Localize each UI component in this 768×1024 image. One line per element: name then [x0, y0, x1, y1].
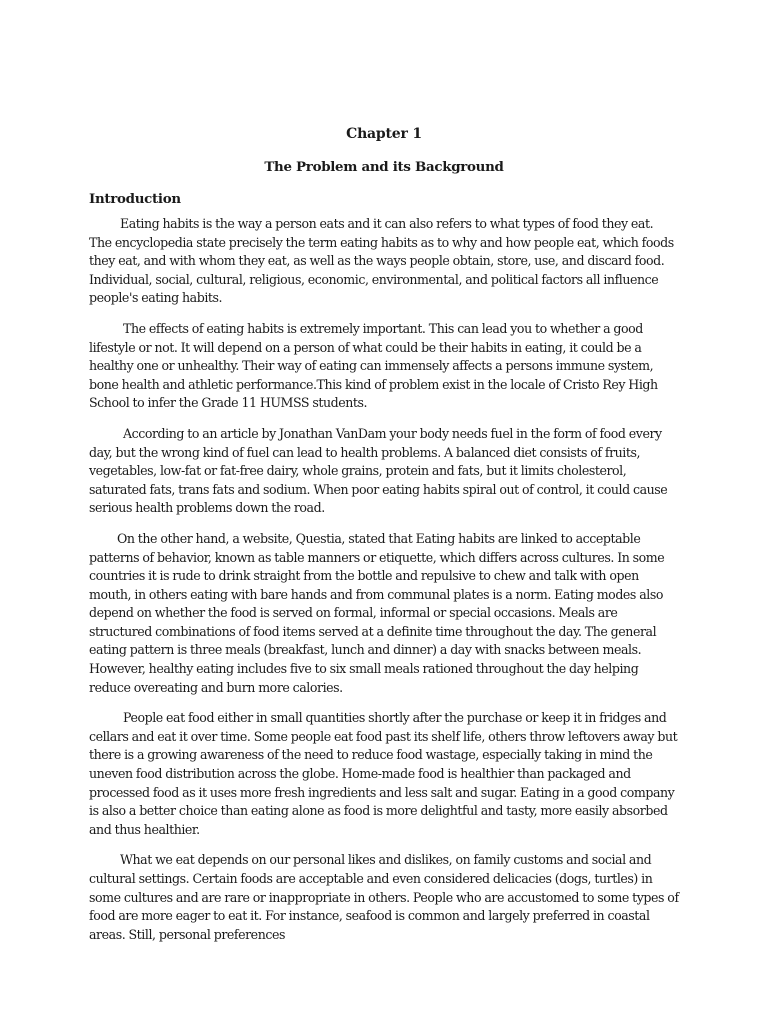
- chapter-heading: Chapter 1: [346, 126, 422, 142]
- paragraph-4: On the other hand, a website, Questia, stated that Eating habits are linked to acceptable patterns of behavior, known as table manners or etiquette, which differs across cultures. In some countries it is rude to drink straight from the bottle and repulsive to chew and talk with open mouth, in others eating with bare hands and from communal plates is a norm. Eating modes also depend on whether the food is served on formal, informal or special occasions. Meals are structured combinations of food items served at a definite time throughout the day. The general eating pattern is three meals (breakfast, lunch and dinner) a day with snacks between meals. However, healthy eating includes five to six small meals rationed throughout the day helping reduce overeating and burn more calories.: [89, 530, 665, 695]
- paragraph-2: The effects of eating habits is extremely important. This can lead you to whether a good lifestyle or not. It will depend on a person of what could be their habits in eating, it could be a healthy one or unhealthy. Their way of eating can immensely affects a persons immune system, bone health and athletic performance.This kind of problem exist in the locale of Cristo Rey High School to infer the Grade 11 HUMSS students.: [89, 320, 658, 411]
- paragraph-3: According to an article by Jonathan VanDam your body needs fuel in the form of food every day, but the wrong kind of fuel can lead to health problems. A balanced diet consists of fruits, vegetables, low-fat or fat-free dairy, whole grains, protein and fats, but it limits cholesterol, saturated fats, trans fats and sodium. When poor eating habits spiral out of control, it could cause serious health problems down the road.: [89, 425, 668, 516]
- paragraph-6: What we eat depends on our personal likes and dislikes, on family customs and social and cultural settings. Certain foods are acceptable and even considered delicacies (dogs, turtles) in some cultures and are rare or inappropriate in others. People who are accustomed to some types of food are more eager to eat it. For instance, seafood is common and largely preferred in coastal areas. Still, personal preferences: [89, 852, 679, 942]
- paragraph-5: People eat food either in small quantities shortly after the purchase or keep it in fridges and cellars and eat it over time. Some people eat food past its shelf life, others throw leftovers away but there is a growing awareness of the need to reduce food wastage, especially taking in mind the uneven food distribution across the globe. Home-made food is healthier than packaged and processed food as it uses more fresh ingredients and less salt and sugar. Eating in a good company is also a better choice than eating alone as food is more delightful and tasty, more easily absorbed and thus healthier.: [89, 710, 678, 837]
- chapter-title: The Problem and its Background: [264, 159, 504, 175]
- document-body: [89, 124, 679, 944]
- section-heading-introduction: Introduction: [89, 191, 181, 207]
- paragraph-1: Eating habits is the way a person eats and it can also refers to what types of food they eat. The encyclopedia state precisely the term eating habits as to why and how people eat, which foods they eat, and with whom they eat, as well as the ways people obtain, store, use, and discard food. Individual, social, cultural, religious, economic, environmental, and political factors all influence people's eating habits.: [89, 216, 674, 306]
